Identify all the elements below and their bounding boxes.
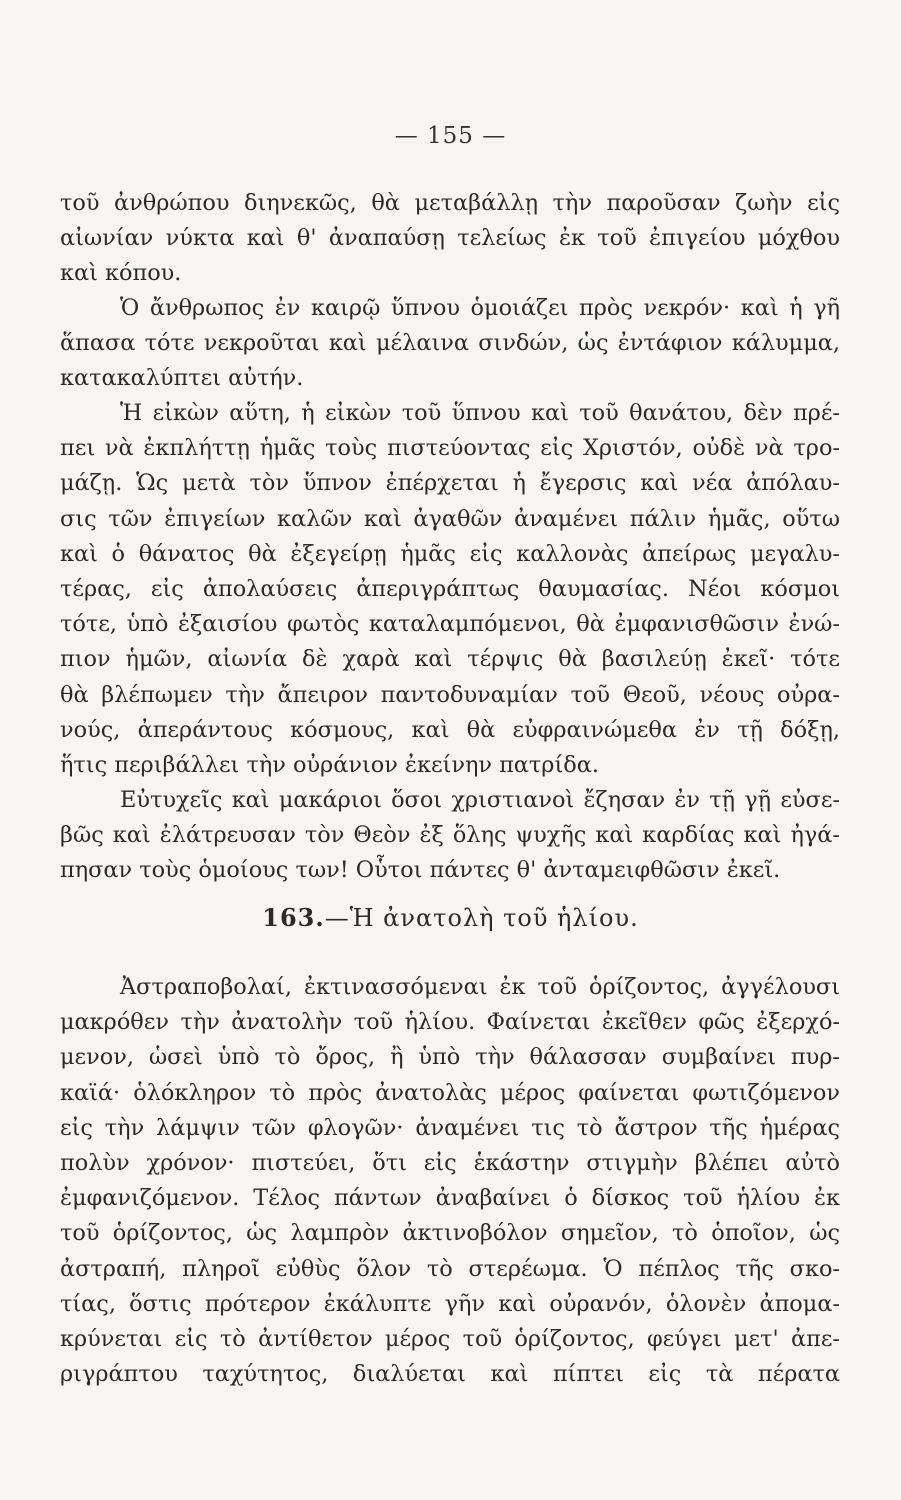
text-line: βῶς καὶ ἐλάτρευσαν τὸν Θεὸν ἐξ ὅλης ψυχῆς καὶ καρδίας καὶ ἠγά-: [60, 822, 840, 849]
paragraph-image-of-sleep: [60, 396, 840, 783]
text-line: ἀστραπή, πληροῖ εὐθὺς ὅλον τὸ στερέωμα. Ὁ πέπλος τῆς σκο-: [60, 1255, 840, 1282]
paragraph-sleep-death: [60, 291, 840, 397]
text-line: θὰ βλέπωμεν τὴν ἄπειρον παντοδυναμίαν τοῦ Θεοῦ, νέους οὐρα-: [60, 681, 840, 708]
text-line: τίας, ὅστις πρότερον ἐκάλυπτε γῆν καὶ οὐρανόν, ὁλονὲν ἀπομα-: [60, 1290, 840, 1317]
text-line: εἰς τὴν λάμψιν τῶν φλογῶν· ἀναμένει τις τὸ ἄστρον τῆς ἡμέρας: [60, 1114, 840, 1141]
text-line: τέρας, εἰς ἀπολαύσεις ἀπεριγράπτως θαυμασίας. Νέοι κόσμοι: [60, 575, 840, 602]
text-line: πολὺν χρόνον· πιστεύει, ὅτι εἰς ἑκάστην στιγμὴν βλέπει αὐτὸ: [60, 1149, 840, 1176]
text-line: πιον ἡμῶν, αἰωνία δὲ χαρὰ καὶ τέρψις θὰ βασιλεύῃ ἐκεῖ· τότε: [60, 646, 840, 673]
text-line: Ὁ ἄνθρωπος ἐν καιρῷ ὕπνου ὁμοιάζει πρὸς νεκρόν· καὶ ἡ γῆ: [120, 295, 840, 321]
text-line: τοῦ ὁρίζοντος, ὡς λαμπρὸν ἀκτινοβόλον σημεῖον, τὸ ὁποῖον, ὡς: [60, 1220, 840, 1247]
text-line: ἐμφανιζόμενον. Τέλος πάντων ἀναβαίνει ὁ δίσκος τοῦ ἡλίου ἐκ: [60, 1185, 840, 1212]
section-heading: [0, 903, 901, 932]
text-line: καὶ ὁ θάνατος θὰ ἐξεγείρῃ ἡμᾶς εἰς καλλονὰς ἀπείρως μεγαλυ-: [60, 540, 840, 567]
text-line: ἥτις περιβάλλει τὴν οὐράνιον ἐκείνην πατρίδα.: [60, 751, 599, 778]
text-line: πει νὰ ἐκπλήττῃ ἡμᾶς τοὺς πιστεύοντας εἰς Χριστόν, οὐδὲ νὰ τρο-: [60, 435, 840, 462]
section-continuation: [60, 186, 840, 292]
text-line: κρύνεται εἰς τὸ ἀντίθετον μέρος τοῦ ὁρίζοντος, φεύγει μετ' ἀπε-: [60, 1325, 840, 1352]
text-line: τότε, ὑπὸ ἐξαισίου φωτὸς καταλαμπόμενοι, θὰ ἐμφανισθῶσιν ἐνώ-: [60, 611, 840, 638]
text-line: σις τῶν ἐπιγείων καλῶν καὶ ἀγαθῶν ἀναμένει πάλιν ἡμᾶς, οὕτω: [60, 505, 840, 532]
text-line: πησαν τοὺς ὁμοίους των! Οὗτοι πάντες θ' ἀνταμειφθῶσιν ἐκεῖ.: [60, 857, 781, 884]
text-line: μάζῃ. Ὡς μετὰ τὸν ὕπνον ἐπέρχεται ἡ ἔγερσις καὶ νέα ἀπόλαυ-: [60, 470, 840, 497]
text-line: μενον, ὡσεὶ ὑπὸ τὸ ὄρος, ἢ ὑπὸ τὴν θάλασσαν συμβαίνει πυρ-: [60, 1044, 840, 1071]
page-number: — 155 —: [394, 123, 507, 149]
text-line: καὶ κόπου.: [60, 260, 182, 287]
paragraph-blessed: [60, 783, 840, 889]
text-line: μακρόθεν τὴν ἀνατολὴν τοῦ ἡλίου. Φαίνεται ἐκεῖθεν φῶς ἐξερχό-: [60, 1009, 840, 1036]
text-line: Ἀστραποβολαί, ἐκτινασσόμεναι ἐκ τοῦ ὁρίζοντος, ἀγγέλουσι: [120, 974, 840, 1000]
text-line: Εὐτυχεῖς καὶ μακάριοι ὅσοι χριστιανοὶ ἔζησαν ἐν τῇ γῇ εὐσε-: [120, 787, 840, 813]
text-line: καϊά· ὁλόκληρον τὸ πρὸς ἀνατολὰς μέρος φαίνεται φωτιζόμενον: [60, 1079, 840, 1106]
text-line: κατακαλύπτει αὐτήν.: [60, 365, 304, 392]
paragraph-sunrise: [60, 970, 840, 1392]
text-line: ριγράπτου ταχύτητος, διαλύεται καὶ πίπτει εἰς τὰ πέρατα: [60, 1361, 840, 1388]
section-number: 163.: [262, 903, 325, 932]
text-line: αἰωνίαν νύκτα καὶ θ' ἀναπαύσῃ τελείως ἐκ τοῦ ἐπιγείου μόχθου: [60, 225, 840, 252]
text-line: Ἡ εἰκὼν αὕτη, ἡ εἰκὼν τοῦ ὕπνου καὶ τοῦ θανάτου, δὲν πρέ-: [120, 400, 840, 426]
text-line: νούς, ἀπεράντους κόσμους, καὶ θὰ εὐφραινώμεθα ἐν τῇ δόξῃ,: [60, 716, 840, 743]
text-line: ἅπασα τότε νεκροῦται καὶ μέλαινα σινδών, ὡς ἐντάφιον κάλυμμα,: [60, 330, 840, 357]
section-title: —Ἡ ἀνατολὴ τοῦ ἡλίου.: [324, 904, 639, 932]
text-line: τοῦ ἀνθρώπου διηνεκῶς, θὰ μεταβάλλῃ τὴν παροῦσαν ζωὴν εἰς: [60, 190, 840, 216]
